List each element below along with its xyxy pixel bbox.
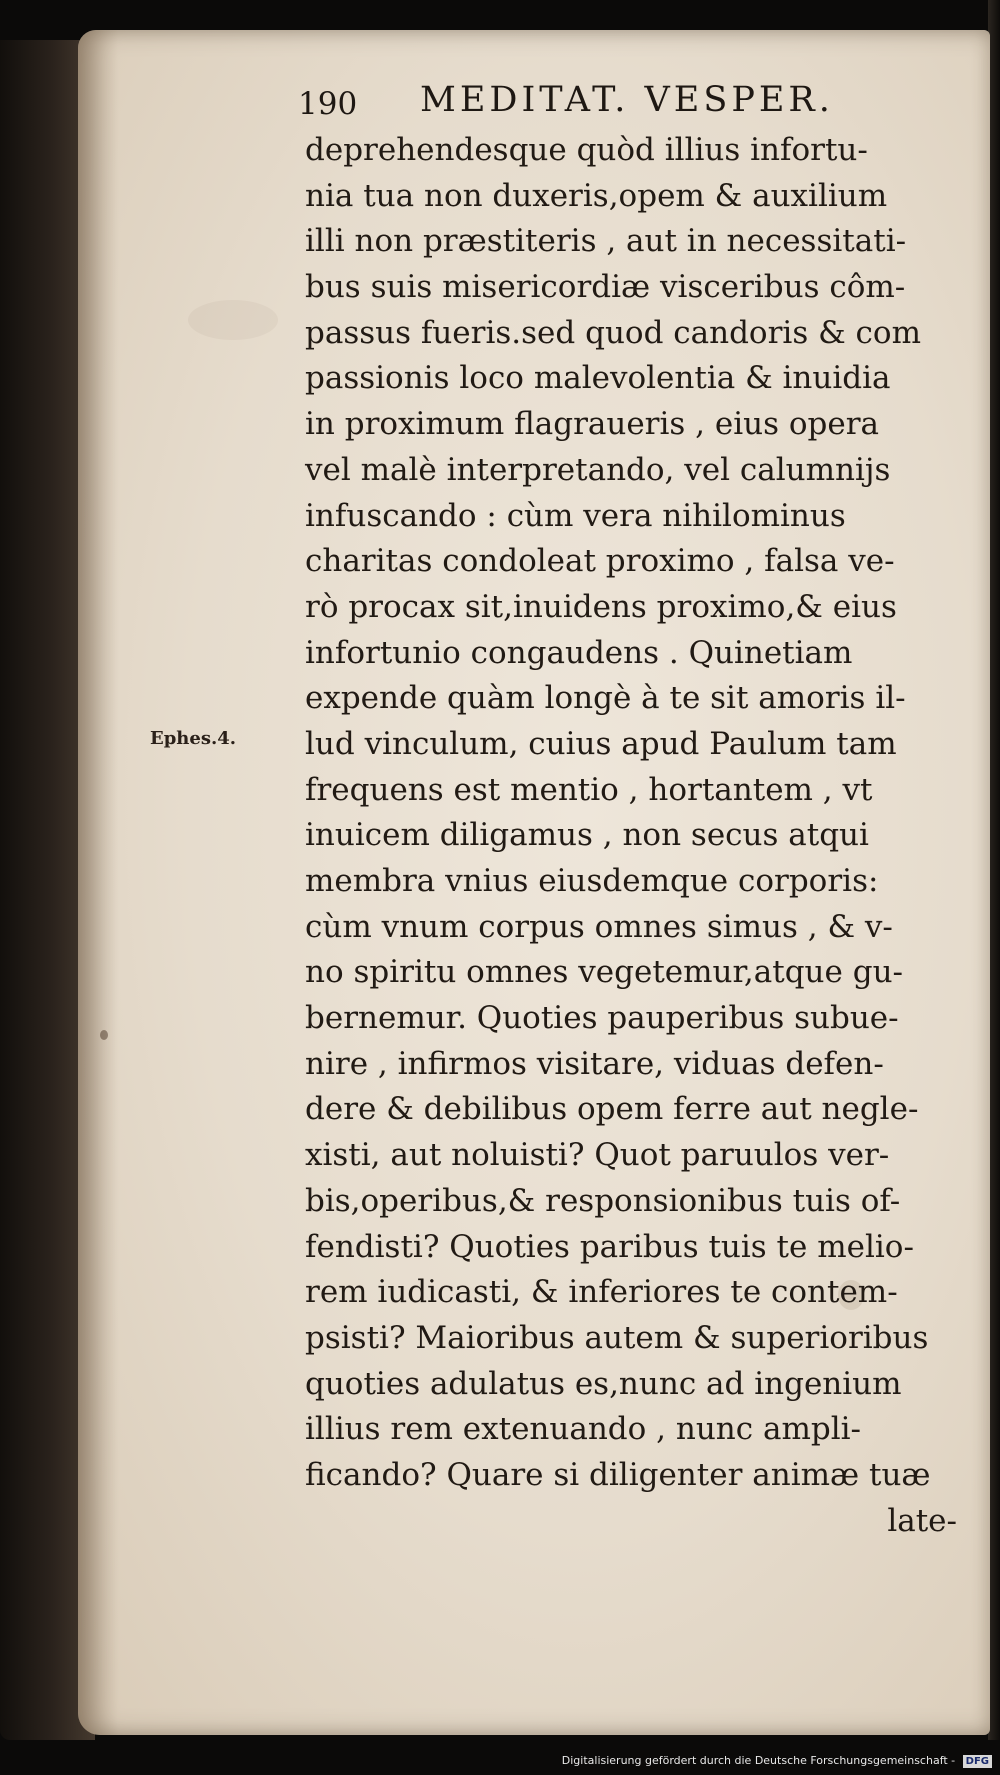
text-line: bernemur. Quoties pauperibus subue- (305, 1000, 899, 1037)
text-line: expende quàm longè à te sit amoris il- (305, 680, 906, 717)
text-line: rò procax sit,inuidens proximo,& eius (305, 588, 897, 625)
text-line: passus fueris.sed quod candoris & com (305, 314, 921, 351)
text-line: charitas condoleat proximo , falsa ve- (305, 543, 895, 580)
page-number: 190 (298, 86, 358, 122)
dfg-logo: DFG (963, 1755, 992, 1768)
paper-stain (100, 1030, 108, 1040)
catchword: late- (887, 1502, 957, 1539)
digitization-credit (562, 1754, 992, 1768)
text-line: bis,operibus,& responsionibus tuis of- (305, 1182, 901, 1219)
page-gutter-shading (78, 30, 118, 1735)
text-line: in proximum flagraueris , eius opera (305, 406, 880, 443)
marginal-note: Ephes.4. (150, 728, 237, 749)
text-line: dere & debilibus opem ferre aut negle- (305, 1091, 919, 1128)
paper-stain (188, 300, 278, 340)
text-line: nire , infirmos visitare, viduas defen- (305, 1045, 884, 1082)
text-line: deprehendesque quòd illius infortu- (305, 132, 868, 168)
text-line: infortunio congaudens . Quinetiam (305, 634, 853, 671)
text-line: ficando? Quare si diligenter animæ tuæ (305, 1456, 931, 1493)
text-line: vel malè interpretando, vel calumnijs (305, 451, 891, 488)
text-line: lud vinculum, cuius apud Paulum tam (305, 725, 897, 762)
text-line: nia tua non duxeris,opem & auxilium (305, 177, 888, 214)
text-line: rem iudicasti, & inferiores te contem- (305, 1274, 898, 1311)
text-line: passionis loco malevolentia & inuidia (305, 360, 891, 397)
text-line: bus suis misericordiæ visceribus côm- (305, 269, 906, 306)
text-line: xisti, aut noluisti? Quot paruulos ver- (305, 1137, 890, 1174)
text-line: infuscando : cùm vera nihilominus (305, 497, 846, 534)
credit-text: Digitalisierung gefördert durch die Deutsche Forschungsgemeinschaft - (561, 1754, 956, 1767)
text-line: inuicem diligamus , non secus atqui (305, 817, 869, 854)
text-line: psisti? Maioribus autem & superioribus (305, 1319, 929, 1356)
text-line: illi non præstiteris , aut in necessitati- (305, 223, 907, 260)
text-line: illius rem extenuando , nunc ampli- (305, 1411, 862, 1448)
text-line: frequens est mentio , hortantem , vt (305, 771, 873, 808)
text-line: quoties adulatus es,nunc ad ingenium (305, 1365, 902, 1402)
text-line: cùm vnum corpus omnes simus , & v- (305, 908, 893, 945)
text-line: membra vnius eiusdemque corporis: (305, 863, 879, 899)
running-head: MEDITAT. VESPER. (420, 80, 834, 120)
body-text (305, 128, 957, 1544)
text-line: no spiritu omnes vegetemur,atque gu- (305, 954, 904, 991)
text-line: fendisti? Quoties paribus tuis te melio- (305, 1228, 914, 1265)
